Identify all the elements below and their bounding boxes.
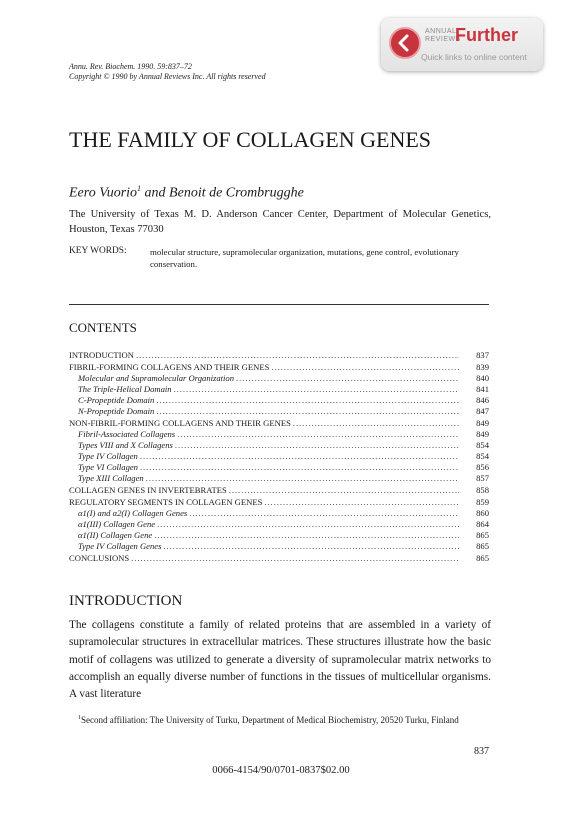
toc-subentry[interactable]: α1(I) and α2(I) Collagen Genes . . . 860: [69, 508, 489, 519]
toc-subentry[interactable]: Type IV Collagen . . . 854: [69, 451, 489, 462]
toc-entry[interactable]: NON-FIBRIL-FORMING COLLAGENS AND THEIR GENES . . . 849: [69, 417, 489, 429]
toc-subentry[interactable]: Type IV Collagen Genes . . . 865: [69, 541, 489, 552]
journal-citation: Annu. Rev. Biochem. 1990. 59:837–72: [69, 62, 192, 71]
toc-subentry[interactable]: α1(II) Collagen Gene . . . 865: [69, 530, 489, 541]
toc-entry[interactable]: FIBRIL-FORMING COLLAGENS AND THEIR GENES . . . 839: [69, 361, 489, 373]
toc-entry[interactable]: INTRODUCTION . . . 837: [69, 349, 489, 361]
keywords-text: molecular structure, supramolecular organization, mutations, gene control, evolutionary conservation.: [150, 247, 459, 269]
toc-subentry[interactable]: α1(III) Collagen Gene . . . 864: [69, 519, 489, 530]
arrow-left-icon: [389, 27, 421, 59]
introduction-heading: INTRODUCTION: [69, 593, 183, 609]
banner-reviews-label: REVIEWS: [425, 36, 461, 43]
author-affiliation: The University of Texas M. D. Anderson Cancer Center, Department of Molecular Genetics, Houston, Texas 77030: [69, 209, 491, 235]
author-name: and Benoit de Crombrugghe: [144, 185, 304, 201]
footnote-marker: 1: [78, 715, 81, 721]
introduction-paragraph: The collagens constitute a family of related proteins that are assembled in a variety of supramolecular structures in extracellular matrices. These structures illustrate how the basic motif of collagens was utilized to generate a diversity of supramolecular matrix networks to accomplish an equally diverse number of functions in the tissues of multicellular organisms. A vast literature: [69, 619, 491, 701]
page-number: 837: [474, 746, 489, 757]
toc-entry[interactable]: COLLAGEN GENES IN INVERTEBRATES . . . 858: [69, 484, 489, 496]
article-title: THE FAMILY OF COLLAGEN GENES: [69, 127, 432, 152]
toc-subentry[interactable]: Molecular and Supramolecular Organization . . . 840: [69, 373, 489, 384]
banner-further-label: Further: [455, 25, 518, 45]
section-divider: [69, 304, 489, 305]
banner-quick-links-text: Quick links to online content: [421, 52, 527, 62]
toc-subentry[interactable]: C-Propeptide Domain . . . 846: [69, 395, 489, 406]
table-of-contents: [69, 349, 489, 564]
footnote: [69, 712, 491, 726]
contents-heading: CONTENTS: [69, 320, 137, 335]
toc-entry[interactable]: REGULATORY SEGMENTS IN COLLAGEN GENES . . . 859: [69, 496, 489, 508]
toc-subentry[interactable]: Types VIII and X Collagens . . . 854: [69, 440, 489, 451]
article-authors: [69, 181, 304, 202]
toc-subentry[interactable]: Type XIII Collagen . . . 857: [69, 473, 489, 484]
toc-subentry[interactable]: Type VI Collagen . . . 856: [69, 462, 489, 473]
toc-subentry[interactable]: N-Propeptide Domain . . . 847: [69, 406, 489, 417]
footnote-text: Second affiliation: The University of Turku, Department of Medical Biochemistry, 20520 Turku, Finland: [81, 715, 459, 725]
toc-entry[interactable]: CONCLUSIONS . . . 865: [69, 552, 489, 564]
footnote-marker: 1: [137, 184, 142, 193]
journal-copyright: Copyright © 1990 by Annual Reviews Inc. All rights reserved: [69, 72, 266, 81]
toc-subentry[interactable]: The Triple-Helical Domain . . . 841: [69, 384, 489, 395]
toc-subentry[interactable]: Fibril-Associated Collagens . . . 849: [69, 429, 489, 440]
further-banner-link[interactable]: [381, 18, 543, 71]
author-name: Eero Vuorio: [69, 185, 138, 201]
article-code: 0066-4154/90/0701-0837$02.00: [212, 765, 350, 776]
banner-annual-label: ANNUAL: [425, 28, 457, 35]
keywords-label: KEY WORDS:: [69, 246, 127, 256]
